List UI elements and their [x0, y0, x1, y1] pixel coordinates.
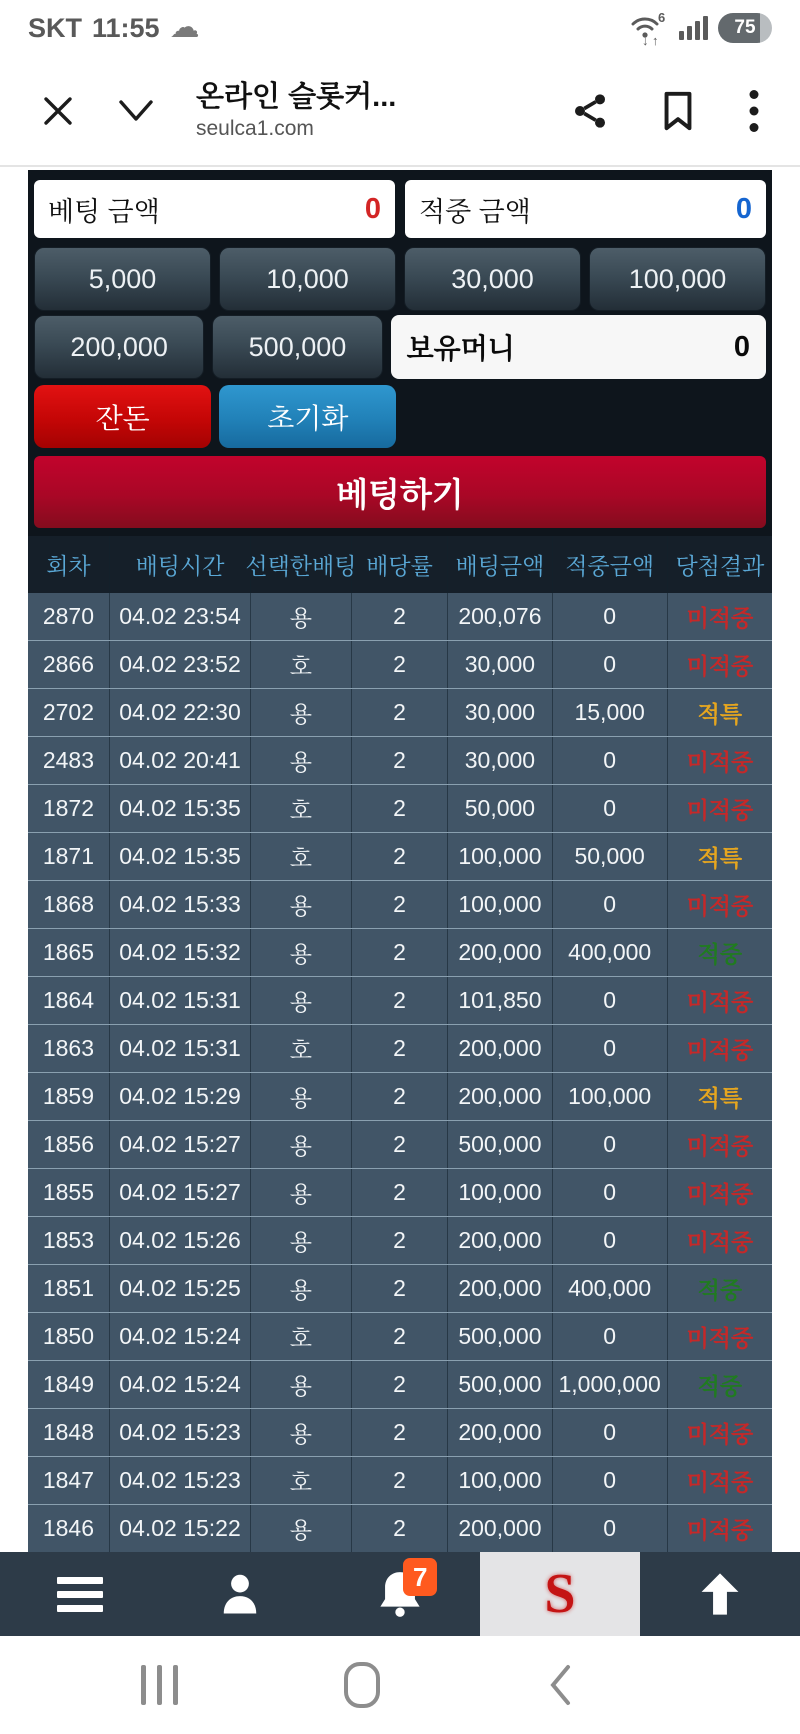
table-cell: 200,076	[448, 593, 552, 640]
table-cell: 용	[251, 929, 351, 976]
nav-scroll-top-button[interactable]	[640, 1552, 800, 1636]
bet-amount-value: 0	[364, 192, 381, 225]
table-cell: 2	[352, 1217, 449, 1264]
table-cell: 용	[251, 1505, 351, 1552]
table-row	[28, 1169, 772, 1217]
table-cell: 2	[352, 1073, 449, 1120]
table-cell: 2870	[28, 593, 110, 640]
table-cell: 0	[553, 1457, 668, 1504]
table-cell: 200,000	[448, 1217, 552, 1264]
table-cell: 400,000	[553, 1265, 668, 1312]
table-cell: 1,000,000	[553, 1361, 668, 1408]
chevron-down-icon	[117, 98, 155, 124]
column-header: 배당률	[352, 536, 449, 593]
result-cell: 적특	[697, 845, 743, 871]
hamburger-icon	[57, 1577, 103, 1612]
action-row	[34, 385, 766, 448]
table-cell: 0	[553, 977, 668, 1024]
table-cell: 2	[352, 1361, 449, 1408]
table-row	[28, 1313, 772, 1361]
result-cell: 미적중	[686, 1325, 754, 1351]
column-header: 당첨결과	[675, 553, 765, 579]
nav-profile-button[interactable]	[160, 1552, 320, 1636]
table-cell: 100,000	[448, 881, 552, 928]
browser-header	[0, 56, 800, 167]
table-cell: 200,000	[448, 929, 552, 976]
table-cell: 1856	[28, 1121, 110, 1168]
table-cell: 0	[553, 1313, 668, 1360]
table-cell: 2866	[28, 641, 110, 688]
small-change-button[interactable]: 잔돈	[34, 385, 211, 448]
status-bar	[0, 0, 800, 56]
nav-notifications-button[interactable]	[320, 1552, 480, 1636]
back-button[interactable]	[546, 1661, 574, 1709]
bookmark-icon	[660, 88, 696, 134]
chip-10000[interactable]: 10,000	[219, 247, 396, 311]
column-header: 배팅시간	[110, 536, 251, 593]
table-cell: 15,000	[553, 689, 668, 736]
table-cell: 1850	[28, 1313, 110, 1360]
result-cell: 미적중	[686, 749, 754, 775]
result-cell: 적중	[697, 1277, 743, 1303]
carrier-label: SKT	[28, 12, 82, 43]
table-row	[28, 1121, 772, 1169]
table-cell: 용	[251, 1361, 351, 1408]
weather-cloud-icon: ☁	[169, 11, 200, 44]
chip-200000[interactable]: 200,000	[34, 315, 204, 379]
bet-amount-field[interactable]	[34, 180, 395, 238]
table-cell: 0	[553, 737, 668, 784]
result-cell: 미적중	[686, 1469, 754, 1495]
share-icon	[570, 89, 610, 133]
reset-button[interactable]: 초기화	[219, 385, 396, 448]
table-cell: 호	[251, 833, 351, 880]
person-icon	[214, 1568, 266, 1620]
result-cell: 적특	[697, 701, 743, 727]
table-cell: 1871	[28, 833, 110, 880]
bookmark-button[interactable]	[646, 79, 710, 143]
result-cell: 미적중	[686, 1181, 754, 1207]
table-cell: 1859	[28, 1073, 110, 1120]
arrow-up-icon	[694, 1568, 746, 1620]
table-cell: 2	[352, 881, 449, 928]
table-cell: 2	[352, 641, 449, 688]
bet-amount-label: 베팅 금액	[48, 196, 160, 227]
table-cell: 0	[553, 1025, 668, 1072]
balance-field	[391, 315, 766, 379]
table-cell: 1853	[28, 1217, 110, 1264]
result-cell: 미적중	[686, 1037, 754, 1063]
table-row	[28, 593, 772, 641]
table-cell: 30,000	[448, 689, 552, 736]
table-cell: 04.02 23:52	[110, 641, 251, 688]
table-cell: 1865	[28, 929, 110, 976]
table-cell: 용	[251, 1409, 351, 1456]
home-button[interactable]	[344, 1662, 380, 1708]
chip-row-1	[34, 247, 766, 311]
close-tab-button[interactable]	[26, 79, 90, 143]
svg-text:↑: ↑	[652, 33, 659, 46]
table-row	[28, 641, 772, 689]
svg-text:↓: ↓	[642, 33, 649, 46]
table-cell: 2	[352, 689, 449, 736]
page-url: seulca1.com	[196, 116, 314, 140]
table-cell: 04.02 15:22	[110, 1505, 251, 1552]
table-cell: 1849	[28, 1361, 110, 1408]
status-right	[629, 10, 772, 46]
table-cell: 04.02 15:35	[110, 785, 251, 832]
result-cell: 미적중	[686, 653, 754, 679]
table-row	[28, 1073, 772, 1121]
table-row	[28, 1457, 772, 1505]
table-cell: 호	[251, 785, 351, 832]
table-cell: 호	[251, 641, 351, 688]
table-cell: 호	[251, 1313, 351, 1360]
table-cell: 04.02 15:24	[110, 1361, 251, 1408]
table-cell: 04.02 15:27	[110, 1169, 251, 1216]
result-cell: 미적중	[686, 893, 754, 919]
table-cell: 1855	[28, 1169, 110, 1216]
table-row	[28, 833, 772, 881]
table-cell: 200,000	[448, 1505, 552, 1552]
table-cell: 1846	[28, 1505, 110, 1552]
table-cell: 용	[251, 1217, 351, 1264]
table-cell: 04.02 15:25	[110, 1265, 251, 1312]
table-cell: 2	[352, 977, 449, 1024]
table-cell: 200,000	[448, 1409, 552, 1456]
table-cell: 04.02 15:31	[110, 977, 251, 1024]
table-cell: 04.02 15:32	[110, 929, 251, 976]
table-cell: 04.02 15:24	[110, 1313, 251, 1360]
table-cell: 0	[553, 785, 668, 832]
bottom-nav	[0, 1552, 800, 1636]
chip-500000[interactable]: 500,000	[212, 315, 382, 379]
table-cell: 2	[352, 1457, 449, 1504]
table-cell: 0	[553, 1505, 668, 1552]
table-cell: 2	[352, 929, 449, 976]
table-cell: 1863	[28, 1025, 110, 1072]
recents-button[interactable]	[141, 1665, 178, 1705]
status-left	[28, 13, 200, 44]
table-cell: 04.02 15:23	[110, 1457, 251, 1504]
table-cell: 04.02 15:31	[110, 1025, 251, 1072]
table-cell: 04.02 15:35	[110, 833, 251, 880]
table-cell: 0	[553, 1169, 668, 1216]
signal-strength-icon	[679, 16, 708, 40]
table-cell: 500,000	[448, 1361, 552, 1408]
table-cell: 04.02 20:41	[110, 737, 251, 784]
table-row	[28, 1409, 772, 1457]
table-cell: 0	[553, 881, 668, 928]
result-cell: 미적중	[686, 1229, 754, 1255]
win-amount-value: 0	[735, 192, 752, 225]
history-rows	[28, 593, 772, 1552]
table-cell: 2	[352, 833, 449, 880]
bet-history-table	[28, 536, 772, 1552]
action-spacer	[404, 385, 766, 448]
page-title: 온라인 슬롯커...	[196, 80, 397, 113]
table-cell: 호	[251, 1457, 351, 1504]
table-cell: 1872	[28, 785, 110, 832]
table-cell: 30,000	[448, 641, 552, 688]
table-cell: 04.02 22:30	[110, 689, 251, 736]
result-cell: 미적중	[686, 989, 754, 1015]
table-cell: 2	[352, 593, 449, 640]
balance-value: 0	[733, 330, 750, 363]
table-cell: 500,000	[448, 1313, 552, 1360]
column-header: 회차	[28, 536, 110, 593]
column-header: 선택한배팅	[251, 536, 351, 593]
win-amount-field[interactable]	[405, 180, 766, 238]
table-cell: 200,000	[448, 1265, 552, 1312]
page-title-block	[196, 79, 558, 143]
wifi-icon	[629, 10, 669, 46]
table-row	[28, 737, 772, 785]
table-cell: 100,000	[448, 1169, 552, 1216]
table-cell: 1851	[28, 1265, 110, 1312]
table-cell: 0	[553, 1217, 668, 1264]
table-row	[28, 1217, 772, 1265]
column-header: 배팅금액	[448, 536, 552, 593]
table-cell: 2	[352, 1265, 449, 1312]
battery-icon: 75	[718, 13, 772, 43]
site-logo: S	[544, 1563, 576, 1625]
table-row	[28, 1265, 772, 1313]
table-cell: 1864	[28, 977, 110, 1024]
table-cell: 500,000	[448, 1121, 552, 1168]
table-cell: 0	[553, 1409, 668, 1456]
table-cell: 용	[251, 1169, 351, 1216]
result-cell: 미적중	[686, 1517, 754, 1543]
nav-site-logo-button[interactable]	[480, 1552, 640, 1636]
table-cell: 호	[251, 1025, 351, 1072]
chip-row-2	[34, 315, 766, 379]
result-cell: 미적중	[686, 1421, 754, 1447]
table-row	[28, 1361, 772, 1409]
table-row	[28, 1025, 772, 1073]
table-cell: 용	[251, 593, 351, 640]
table-cell: 0	[553, 641, 668, 688]
table-cell: 용	[251, 1073, 351, 1120]
table-row	[28, 977, 772, 1025]
chip-100000[interactable]: 100,000	[589, 247, 766, 311]
table-cell: 용	[251, 977, 351, 1024]
column-header: 적중금액	[553, 536, 668, 593]
balance-label: 보유머니	[406, 333, 515, 364]
table-cell: 0	[553, 1121, 668, 1168]
table-cell: 2702	[28, 689, 110, 736]
table-cell: 100,000	[448, 1457, 552, 1504]
table-cell: 100,000	[448, 833, 552, 880]
result-cell: 미적중	[686, 797, 754, 823]
table-cell: 2483	[28, 737, 110, 784]
chip-5000[interactable]: 5,000	[34, 247, 211, 311]
collapse-button[interactable]	[104, 79, 168, 143]
table-row	[28, 929, 772, 977]
close-icon	[41, 94, 75, 128]
table-cell: 1848	[28, 1409, 110, 1456]
table-cell: 2	[352, 785, 449, 832]
android-nav-bar	[0, 1636, 757, 1734]
table-header-row	[28, 536, 772, 593]
table-row	[28, 1505, 772, 1552]
table-cell: 2	[352, 1169, 449, 1216]
table-cell: 50,000	[448, 785, 552, 832]
nav-menu-button[interactable]	[0, 1552, 160, 1636]
result-cell: 적중	[697, 941, 743, 967]
table-cell: 04.02 15:29	[110, 1073, 251, 1120]
menu-button[interactable]	[734, 79, 774, 143]
table-cell: 04.02 23:54	[110, 593, 251, 640]
table-cell: 04.02 15:27	[110, 1121, 251, 1168]
table-cell: 2	[352, 1313, 449, 1360]
table-cell: 1847	[28, 1457, 110, 1504]
clock-label: 11:55	[92, 12, 160, 43]
table-cell: 용	[251, 881, 351, 928]
table-cell: 30,000	[448, 737, 552, 784]
table-cell: 용	[251, 1121, 351, 1168]
result-cell: 미적중	[686, 605, 754, 631]
table-cell: 04.02 15:26	[110, 1217, 251, 1264]
result-cell: 적중	[697, 1373, 743, 1399]
table-cell: 50,000	[553, 833, 668, 880]
table-cell: 2	[352, 737, 449, 784]
table-cell: 200,000	[448, 1073, 552, 1120]
table-cell: 용	[251, 737, 351, 784]
table-cell: 1868	[28, 881, 110, 928]
table-cell: 04.02 15:33	[110, 881, 251, 928]
kebab-menu-icon	[748, 88, 760, 134]
table-cell: 200,000	[448, 1025, 552, 1072]
table-cell: 2	[352, 1409, 449, 1456]
chip-30000[interactable]: 30,000	[404, 247, 581, 311]
table-cell: 04.02 15:23	[110, 1409, 251, 1456]
share-button[interactable]	[558, 79, 622, 143]
table-cell: 2	[352, 1505, 449, 1552]
table-cell: 용	[251, 1265, 351, 1312]
result-cell: 적특	[697, 1085, 743, 1111]
table-row	[28, 689, 772, 737]
table-cell: 400,000	[553, 929, 668, 976]
table-cell: 용	[251, 689, 351, 736]
table-row	[28, 881, 772, 929]
amount-fields	[34, 180, 766, 238]
table-row	[28, 785, 772, 833]
table-cell: 0	[553, 593, 668, 640]
place-bet-button[interactable]: 베팅하기	[34, 456, 766, 528]
header-actions	[558, 79, 774, 143]
table-cell: 2	[352, 1121, 449, 1168]
notification-badge: 7	[403, 1558, 437, 1596]
table-cell: 2	[352, 1025, 449, 1072]
table-cell: 101,850	[448, 977, 552, 1024]
table-cell: 100,000	[553, 1073, 668, 1120]
svg-text:6: 6	[658, 10, 666, 25]
betting-panel	[28, 170, 772, 1552]
result-cell: 미적중	[686, 1133, 754, 1159]
win-amount-label: 적중 금액	[419, 196, 531, 227]
